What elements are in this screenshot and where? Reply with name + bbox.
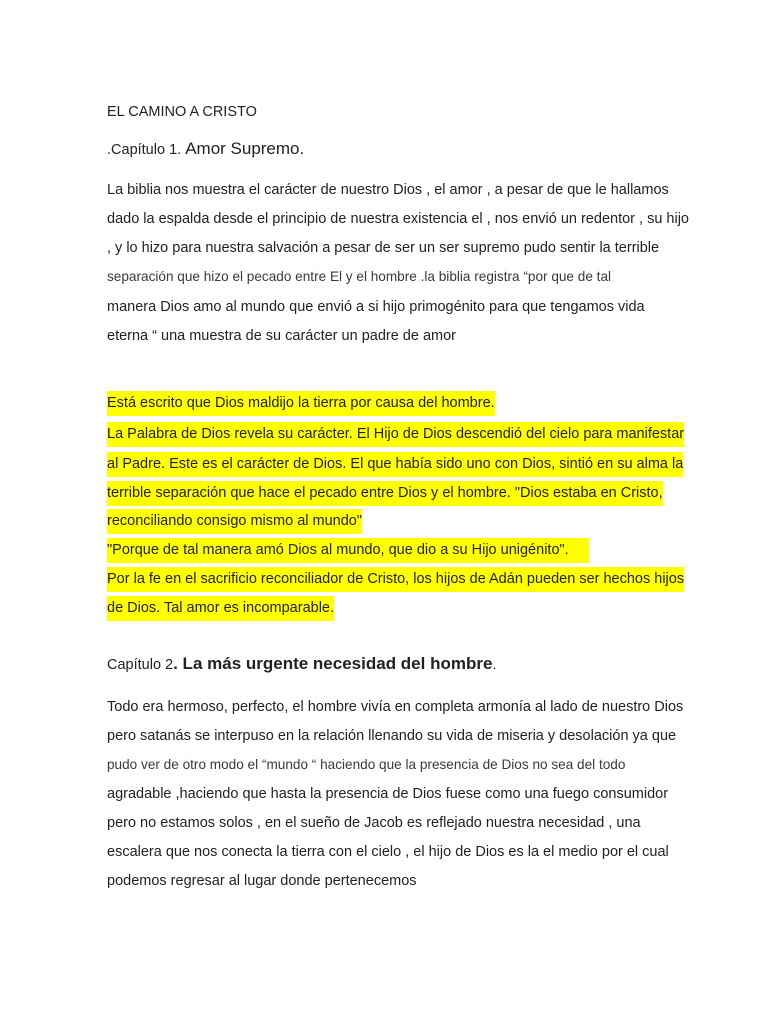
highlighted-line: de Dios. Tal amor es incomparable. xyxy=(107,598,334,618)
document-title: EL CAMINO A CRISTO xyxy=(107,104,257,120)
chapter-1-paragraph-line: separación que hizo el pecado entre El y el hombre .la biblia registra “por que de tal xyxy=(107,269,612,284)
chapter-1-paragraph-line: dado la espalda desde el principio de nuestra existencia el , nos envió un redentor , su hijo xyxy=(107,211,689,227)
chapter-1-paragraph-line: eterna “ una muestra de su carácter un padre de amor xyxy=(107,328,456,344)
chapter-1-heading xyxy=(107,139,304,160)
chapter-1-title-suffix: . xyxy=(299,139,305,158)
chapter-2-heading xyxy=(107,654,496,675)
chapter-2-title: . La más urgente necesidad del hombre xyxy=(173,654,493,673)
chapter-1-paragraph-line: manera Dios amo al mundo que envió a si hijo primogénito para que tengamos vida xyxy=(107,299,645,315)
chapter-1-prefix: .Capítulo 1. xyxy=(107,142,186,158)
highlighted-line: al Padre. Este es el carácter de Dios. El que había sido uno con Dios, sintió en su alma la xyxy=(107,454,683,474)
chapter-2-paragraph-line: pudo ver de otro modo el “mundo “ haciendo que la presencia de Dios no sea del todo xyxy=(107,757,626,772)
highlighted-line: Está escrito que Dios maldijo la tierra por causa del hombre. xyxy=(107,393,495,413)
chapter-2-paragraph-line: agradable ,haciendo que hasta la presencia de Dios fuese como una fuego consumidor xyxy=(107,786,669,802)
highlighted-line: La Palabra de Dios revela su carácter. El Hijo de Dios descendió del cielo para manifestar xyxy=(107,424,684,444)
chapter-1-title: Amor Supremo xyxy=(185,139,300,158)
chapter-1-paragraph-line: , y lo hizo para nuestra salvación a pesar de ser un ser supremo pudo sentir la terrible xyxy=(107,240,660,256)
highlighted-line: Por la fe en el sacrificio reconciliador de Cristo, los hijos de Adán pueden ser hechos hijos xyxy=(107,569,684,589)
highlighted-line: terrible separación que hace el pecado entre Dios y el hombre. "Dios estaba en Cristo, xyxy=(107,483,663,503)
chapter-2-title-suffix: . xyxy=(492,657,497,673)
chapter-2-paragraph-line: Todo era hermoso, perfecto, el hombre vivía en completa armonía al lado de nuestro Dios xyxy=(107,699,684,715)
highlighted-line: "Porque de tal manera amó Dios al mundo, que dio a su Hijo unigénito". xyxy=(107,540,589,560)
chapter-2-paragraph-line: escalera que nos conecta la tierra con el cielo , el hijo de Dios es la el medio por el cual xyxy=(107,844,669,860)
chapter-2-prefix: Capítulo 2 xyxy=(107,657,174,673)
highlighted-line: reconciliando consigo mismo al mundo" xyxy=(107,511,362,531)
chapter-2-paragraph-line: podemos regresar al lugar donde pertenecemos xyxy=(107,873,417,889)
chapter-2-paragraph-line: pero no estamos solos , en el sueño de Jacob es reflejado nuestra necesidad , una xyxy=(107,815,641,831)
chapter-2-paragraph-line: pero satanás se interpuso en la relación llenando su vida de miseria y desolación ya que xyxy=(107,728,677,744)
chapter-1-paragraph-line: La biblia nos muestra el carácter de nuestro Dios , el amor , a pesar de que le hallamos xyxy=(107,182,669,198)
